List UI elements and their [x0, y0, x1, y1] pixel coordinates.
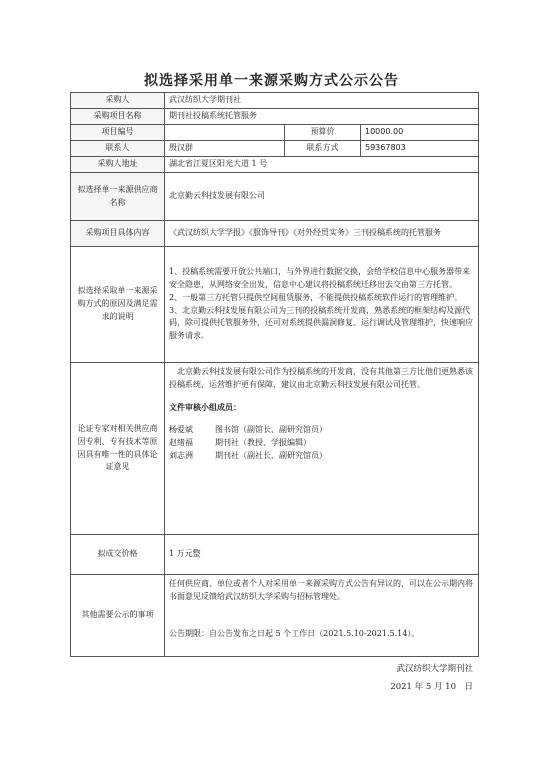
row-project-name: [71, 109, 479, 125]
content-value: 《武汉纺织大学学报》《服饰导刊》《对外经贸实务》三刊投稿系统的托管服务: [165, 221, 479, 247]
other-content: [165, 575, 479, 657]
member-name: 杨爱斌: [169, 425, 193, 435]
reason-paragraph: 1、投稿系统需要开放公共端口，与外界进行数据交换，会给学校信息中心服务器带来安全隐患，从网络安全出发，信息中心建议将投稿系统迁移出去交由第三方托管。: [169, 267, 471, 289]
row-contact: [71, 141, 479, 157]
budget-label: 预算价: [285, 125, 361, 141]
row-price: [71, 535, 479, 575]
project-no-label: 项目编号: [71, 125, 165, 141]
member-name: 赵绪福: [169, 438, 193, 448]
member-row: [169, 450, 474, 463]
supplier-label: 拟选择单一来源供应商名称: [71, 173, 165, 221]
contact-method-value: 59367803: [361, 141, 479, 157]
budget-value: 10000.00: [361, 125, 479, 141]
expert-opinion: 北京勤云科技发展有限公司作为投稿系统的开发商，没有其他第三方比他们更熟悉该投稿系统，运营维护更有保障，建议由北京勤云科技发展有限公司托管。: [169, 367, 473, 389]
announcement-table: [70, 92, 479, 657]
row-reason: [71, 247, 479, 363]
expert-content: [165, 363, 479, 535]
price-value: 1 万元整: [165, 535, 479, 575]
project-name-value: 期刊社投稿系统托管服务: [165, 109, 479, 125]
contact-method-label: 联系方式: [285, 141, 361, 157]
row-address: [71, 157, 479, 173]
page-title: 拟选择采用单一来源采购方式公示公告: [144, 73, 399, 89]
address-value: 湖北省江夏区阳光大道 1 号: [165, 157, 479, 173]
member-name: 刘志洲: [169, 450, 193, 460]
expert-label: 论证专家对相关供应商因专利、专有技术等原因具有唯一性的具体论证意见: [71, 363, 165, 535]
member-role: 图书馆（副馆长、副研究馆员）: [215, 425, 327, 435]
reason-paragraph: 2、一般第三方托管只提供空间租赁服务，不能提供投稿系统软件运行的管理维护。: [169, 292, 463, 302]
member-row: [169, 424, 474, 437]
member-role: 期刊社（副社长、副研究馆员）: [215, 450, 327, 460]
publication-period: 公告期限：自公告发布之日起 5 个工作日（2021.5.10-2021.5.14）。: [169, 628, 420, 638]
row-project-no: [71, 125, 479, 141]
reason-label: 拟选择采取单一来源采购方式的原因及满足需求的说明: [71, 247, 165, 363]
row-other: [71, 575, 479, 657]
content-label: 采购项目具体内容: [71, 221, 165, 247]
price-label: 拟成交价格: [71, 535, 165, 575]
review-group-title: 文件审核小组成员：: [169, 402, 241, 412]
project-no-value: [165, 125, 285, 141]
member-role: 期刊社（教授、学报编辑）: [215, 438, 311, 448]
row-supplier: [71, 173, 479, 221]
member-row: [169, 437, 474, 450]
row-expert: [71, 363, 479, 535]
address-label: 采购人地址: [71, 157, 165, 173]
reason-text: [165, 247, 479, 363]
signature-date: 2021 年 5 月 10 日: [390, 682, 473, 692]
signature-org: 武汉纺织大学期刊社: [396, 664, 473, 674]
purchaser-value: 武汉纺织大学期刊社: [165, 93, 479, 109]
row-purchaser: [71, 93, 479, 109]
reason-paragraph: 3、北京勤云科技发展有限公司为三刊的投稿系统开发商，熟悉系统的框架结构及源代码，除可提供托管服务外，还可对系统提供漏洞修复、运行调试及管理维护，快速响应服务请求。: [169, 305, 473, 341]
supplier-value: 北京勤云科技发展有限公司: [165, 173, 479, 221]
contact-value: 殷汉群: [165, 141, 285, 157]
other-text: 任何供应商、单位或者个人对采用单一来源采购方式公告有异议的，可以在公示期内将书面意见反馈给武汉纺织大学采购与招标管理处。: [169, 579, 473, 601]
contact-label: 联系人: [71, 141, 165, 157]
purchaser-label: 采购人: [71, 93, 165, 109]
row-content: [71, 221, 479, 247]
project-name-label: 采购项目名称: [71, 109, 165, 125]
other-label: 其他需要公示的事项: [71, 575, 165, 657]
